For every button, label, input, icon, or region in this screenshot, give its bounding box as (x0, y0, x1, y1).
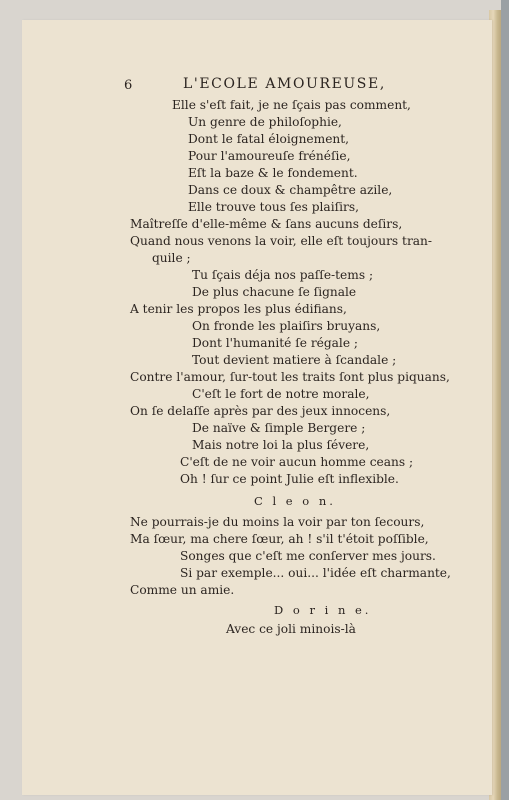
page-number: 6 (124, 78, 133, 93)
verse-line: Quand nous venons la voir, elle eſt toujours tran- (130, 234, 433, 248)
scanner-background-strip (501, 0, 509, 800)
verse-line: Elle trouve tous ſes plaiſirs, (188, 200, 359, 214)
running-title: L'ECOLE AMOUREUSE, (183, 76, 386, 92)
verse-line: A tenir les propos les plus édifians, (130, 302, 347, 316)
verse-line: Si par exemple... oui... l'idée eſt charmante, (180, 566, 451, 580)
verse-line: Avec ce joli minois-là (226, 622, 356, 636)
verse-line: Oh ! ſur ce point Julie eſt inflexible. (180, 472, 399, 486)
verse-line: Dont le fatal éloignement, (188, 132, 350, 146)
verse-line: On fronde les plaiſirs bruyans, (192, 319, 381, 333)
verse-line: Contre l'amour, ſur-tout les traits ſont plus piquans, (130, 370, 450, 384)
speaker-name: C l e o n. (254, 494, 336, 508)
verse-line: Tu ſçais déja nos paſſe-tems ; (192, 268, 374, 282)
verse-line: On ſe delaſſe après par des jeux innocens, (130, 404, 391, 418)
verse-line: Mais notre loi la plus ſévere, (192, 438, 370, 452)
verse-line: De plus chacune ſe ſignale (192, 285, 357, 299)
verse-line: Un genre de philoſophie, (188, 115, 342, 129)
verse-line: Dans ce doux & champêtre azile, (188, 183, 393, 197)
verse-line: Maîtreſſe d'elle-même & ſans aucuns deſirs, (130, 217, 403, 231)
verse-line: De naïve & ſimple Bergere ; (192, 421, 366, 435)
verse-line: Pour l'amoureuſe frénéſie, (188, 149, 351, 163)
verse-line: Comme un amie. (130, 583, 235, 597)
verse-line: Ne pourrais-je du moins la voir par ton ſecours, (130, 515, 425, 529)
speaker-name: D o r i n e. (274, 603, 372, 617)
verse-line: Dont l'humanité ſe régale ; (192, 336, 359, 350)
verse-line: C'eſt de ne voir aucun homme ceans ; (180, 455, 414, 469)
verse-line: quile ; (152, 251, 191, 265)
verse-line: Ma ſœur, ma chere ſœur, ah ! s'il t'étoit poſſible, (130, 532, 429, 546)
verse-line: Eſt la baze & le fondement. (188, 166, 358, 180)
verse-line: C'eſt le fort de notre morale, (192, 387, 370, 401)
verse-line: Elle s'eſt fait, je ne ſçais pas comment, (172, 98, 411, 112)
verse-line: Songes que c'eſt me conſerver mes jours. (180, 549, 436, 563)
verse-line: Tout devient matiere à ſcandale ; (192, 353, 397, 367)
